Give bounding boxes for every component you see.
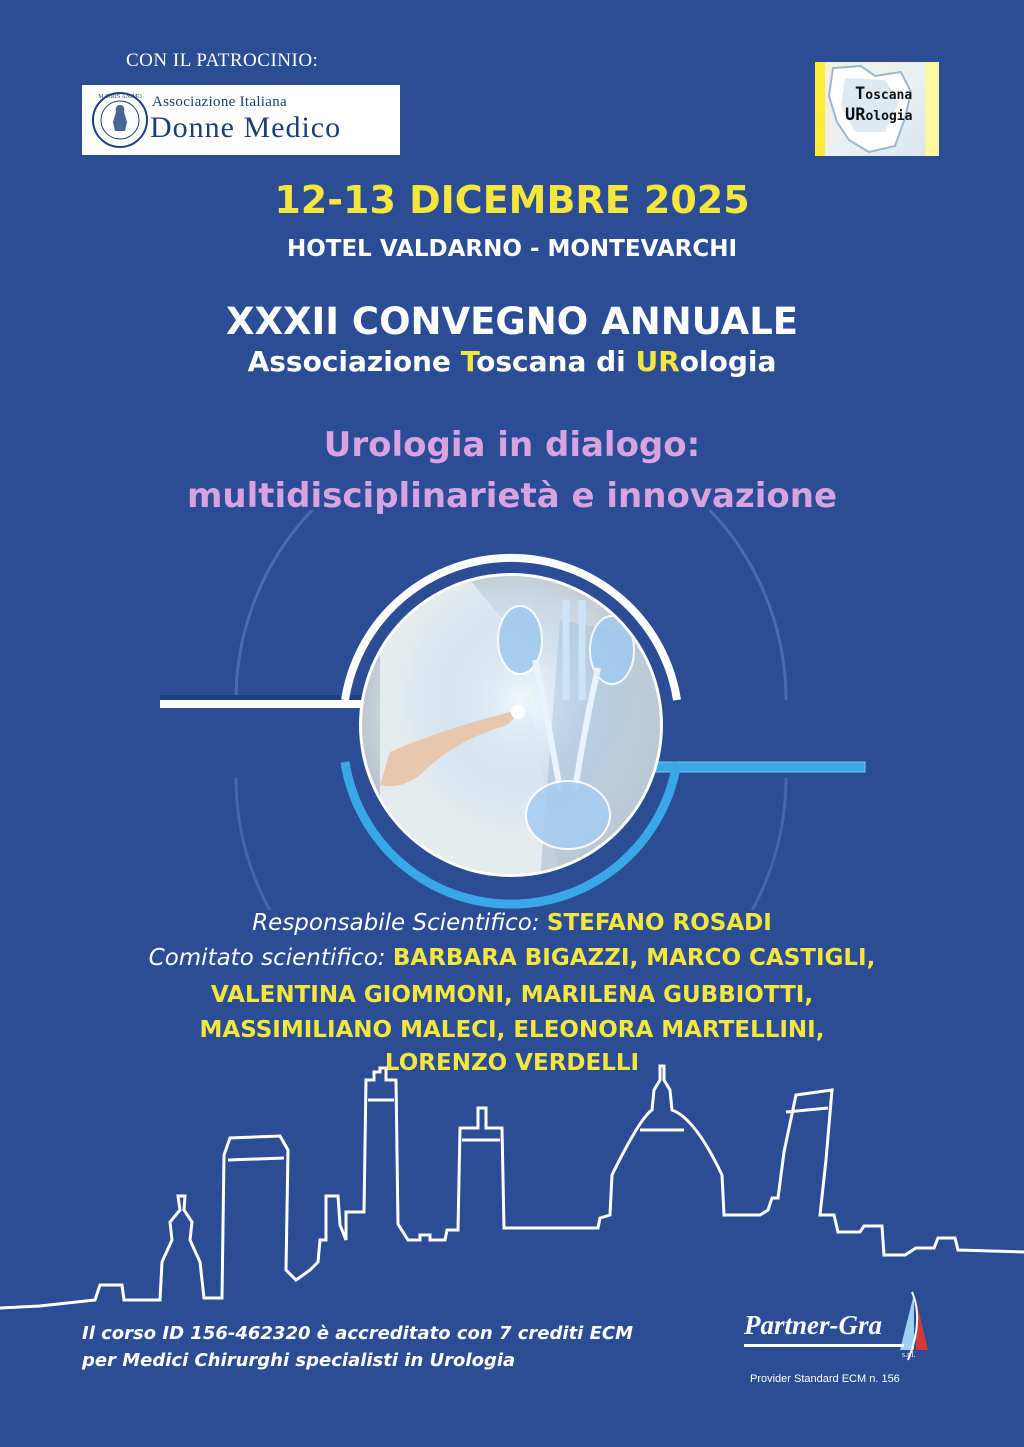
assoc-part1: Associazione <box>247 345 461 378</box>
subtitle-line1: Urologia in dialogo: <box>323 425 701 465</box>
comitato-line4: LORENZO VERDELLI <box>384 1050 640 1076</box>
responsabile-name: STEFANO ROSADI <box>546 910 772 936</box>
provider-note: Provider Standard ECM n. 156 <box>750 1373 900 1385</box>
partner-graf-logo <box>744 1310 944 1370</box>
comitato-line2: VALENTINA GIOMMONI, MARILENA GUBBIOTTI, <box>210 982 814 1008</box>
svg-text:MATRIS ANIMO: MATRIS ANIMO <box>98 94 142 100</box>
association-name <box>0 345 1024 378</box>
assoc-part2: oscana di <box>476 345 636 378</box>
ecm-line1: Il corso ID 156-462320 è accreditato con 7 crediti ECM <box>82 1323 634 1344</box>
logo-word-ologia: ologia <box>865 109 913 124</box>
ecm-line2: per Medici Chirurghi specialisti in Urologia <box>82 1350 516 1371</box>
responsabile-label: Responsabile Scientifico: <box>252 910 547 936</box>
partner-graf-logo-text: Partner-Gra <box>744 1310 883 1340</box>
patronage-label: CON IL PATROCINIO: <box>126 50 319 71</box>
event-date: 12-13 DICEMBRE 2025 <box>274 178 750 222</box>
donne-medico-logo <box>82 85 400 155</box>
event-title: XXXII CONVEGNO ANNUALE <box>225 300 799 343</box>
logo-line1: Associazione Italiana <box>152 94 287 110</box>
assoc-part3: ologia <box>679 345 777 378</box>
urology-illustration <box>0 510 1024 910</box>
assoc-letters-ur: UR <box>635 345 680 378</box>
logo-word-oscana: oscana <box>865 88 913 103</box>
event-venue: HOTEL VALDARNO - MONTEVARCHI <box>286 236 738 262</box>
logo-line2: Donne Medico <box>150 111 342 144</box>
logo-srl: s.r.l. <box>902 1350 916 1359</box>
assoc-letter-t: T <box>460 345 477 378</box>
logo-letters-ur: UR <box>845 105 866 125</box>
comitato-names1: BARBARA BIGAZZI, MARCO CASTIGLI, <box>392 945 876 971</box>
comitato-line1 <box>0 945 1024 971</box>
seal-icon <box>90 89 150 151</box>
comitato-line3: MASSIMILIANO MALECI, ELEONORA MARTELLINI, <box>199 1017 825 1043</box>
responsabile-line <box>0 910 1024 936</box>
logo-underline <box>744 1344 924 1350</box>
logo-letter-t: T <box>855 84 866 104</box>
toscana-urologia-logo <box>815 62 939 156</box>
subtitle-line2: multidisciplinarietà e innovazione <box>186 476 838 516</box>
city-skyline <box>0 1060 1024 1320</box>
comitato-label: Comitato scientifico: <box>148 945 393 971</box>
